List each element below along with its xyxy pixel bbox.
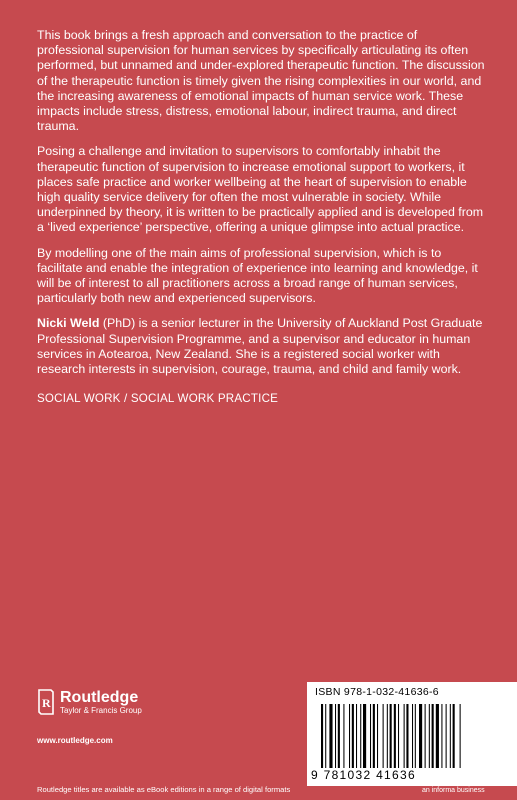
blurb-paragraph: Posing a challenge and invitation to supervisors to comfortably inhabit the therapeutic function of supervision to increase emotional support to workers, it places safe practice and worker wellbeing at the heart of supervision to enable high quality service delivery for often the most vulnerable in society. While underpinned by theory, it is written to be practically applied and is developed from a ‘lived experience’ perspective, offering a unique glimpse into actual practice. (37, 144, 484, 235)
ebook-note: Routledge titles are available as eBook editions in a range of digital formats (37, 785, 291, 794)
publisher-name: Routledge (60, 688, 139, 706)
publisher-website: www.routledge.com (37, 736, 113, 745)
publisher-group: Taylor & Francis Group (60, 705, 142, 715)
barcode-panel (307, 682, 517, 786)
imprint-text: an informa business (422, 787, 485, 794)
barcode-icon (321, 704, 501, 768)
author-bio (37, 316, 487, 377)
routledge-logo-icon (37, 688, 55, 716)
back-cover-blurb (37, 28, 487, 416)
isbn-label: ISBN 978-1-032-41636-6 (315, 686, 439, 698)
author-name: Nicki Weld (37, 316, 100, 331)
author-bio-text: (PhD) is a senior lecturer in the University of Auckland Post Graduate Professional Supervision Programme, and a supervisor and educator in human services in Aotearoa, New Zealand. She is a registered social worker with research interests in supervision, courage, trauma, and child and family work. (37, 316, 483, 377)
svg-text:R: R (42, 696, 51, 710)
publisher-logo (37, 688, 142, 716)
blurb-paragraph: By modelling one of the main aims of professional supervision, which is to facilitate and enable the integration of experience into learning and knowledge, it will be of interest to all practitioners across a broad range of human services, particularly both new and experienced supervisors. (37, 245, 478, 306)
blurb-paragraph: This book brings a fresh approach and conversation to the practice of professional supervision for human services by specifically articulating its often performed, but unnamed and under-explored therapeutic function. The discussion of the therapeutic function is timely given the rising complexities in our world, and the increasing awareness of emotional impacts of human service work. These impacts include stress, distress, emotional labour, indirect trauma, and direct trauma. (37, 28, 485, 134)
barcode-digits: 9 781032 41636 (311, 768, 416, 782)
publisher-text (60, 689, 142, 716)
subject-category: SOCIAL WORK / SOCIAL WORK PRACTICE (37, 392, 279, 406)
